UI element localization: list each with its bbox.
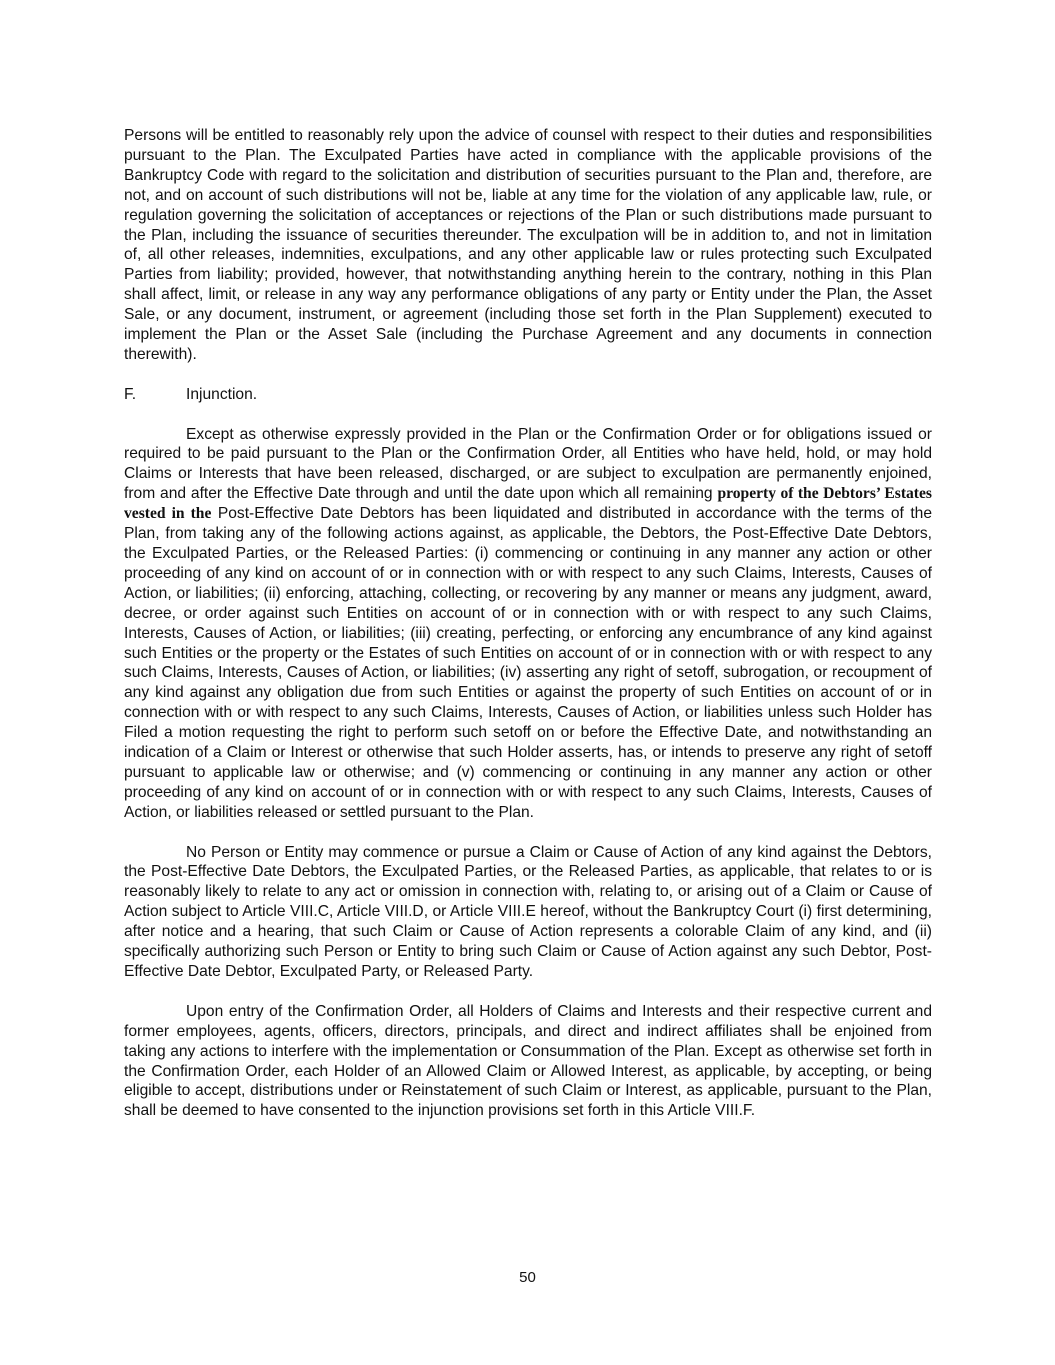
injunction-paragraph-1	[124, 425, 932, 823]
injunction-paragraph-3: Upon entry of the Confirmation Order, all Holders of Claims and Interests and their respective current and former employees, agents, officers, directors, principals, and direct and indirect affiliates shall be enjoined from taking any actions to interfere with the implementation or Consummation of the Plan. Except as otherwise set forth in the Confirmation Order, each Holder of an Allowed Claim or Allowed Interest, as applicable, by accepting, or being eligible to accept, distributions under or Reinstatement of such Claim or Interest, as applicable, pursuant to the Plan, shall be deemed to have consented to the injunction provisions set forth in this Article VIII.F.	[124, 1002, 932, 1120]
injunction-paragraph-1-text-a: Except as otherwise expressly provided in the Plan or the Confirmation Order or for obligations issued or required to be paid pursuant to the Plan or the Confirmation Order, all Entities who have held, hold, or may hold Claims or Interests that have been released, discharged, or are subject to exculpation are permanently enjoined, from and after the Effective Date through and until the date upon which all remaining	[124, 425, 932, 503]
page-number: 50	[519, 1269, 536, 1286]
injunction-paragraph-2: No Person or Entity may commence or pursue a Claim or Cause of Action of any kind against the Debtors, the Post-Effective Date Debtors, the Exculpated Parties, or the Released Parties, as applicable, that relates to or is reasonably likely to relate to any act or omission in connection with, relating to, or arising out of a Claim or Cause of Action subject to Article VIII.C, Article VIII.D, or Article VIII.E hereof, without the Bankruptcy Court (i) first determining, after notice and a hearing, that such Claim or Cause of Action represents a colorable Claim of any kind, and (ii) specifically authorizing such Person or Entity to bring such Claim or Cause of Action against any such Debtor, Post-Effective Date Debtor, Exculpated Party, or Released Party.	[124, 843, 932, 981]
document-body	[124, 126, 932, 1121]
injunction-paragraph-1-text-b: Post-Effective Date Debtors has been liquidated and distributed in accordance with the terms of the Plan, from taking any of the following actions against, as applicable, the Debtors, the Post-Effective Date Debtors, the Exculpated Parties, or the Released Parties: (i) commencing or continuing in any manner any action or other proceeding of any kind on account of or in connection with or with respect to any such Claims, Interests, Causes of Action, or liabilities; (ii) enforcing, attaching, collecting, or recovering by any manner or means any judgment, award, decree, or order against such Entities on account of or in connection with or with respect to any such Claims, Interests, Causes of Action, or liabilities; (iii) creating, perfecting, or enforcing any encumbrance of any kind against such Entities or the property or the Estates of such Entities on account of or in connection with or with respect to any such Claims, Interests, Causes of Action, or liabilities; (iv) asserting any right of setoff, subrogation, or recoupment of any kind against any obligation due from such Entities or against the property of such Entities on account of or in connection with or with respect to any such Claims, Interests, Causes of Action, or liabilities unless such Holder has Filed a motion requesting the right to perform such setoff on or before the Effective Date, and notwithstanding an indication of a Claim or Interest or otherwise that such Holder asserts, has, or intends to preserve any right of setoff pursuant to applicable law or otherwise; and (v) commencing or continuing in any manner any action or other proceeding of any kind on account of or in connection with or with respect to any such Claims, Interests, Causes of Action, or liabilities released or settled pursuant to the Plan.	[124, 505, 932, 821]
section-title: Injunction.	[186, 385, 258, 403]
section-heading	[124, 385, 932, 405]
exculpation-paragraph: Persons will be entitled to reasonably rely upon the advice of counsel with respect to their duties and responsibilities pursuant to the Plan. The Exculpated Parties have acted in compliance with the applicable provisions of the Bankruptcy Code with regard to the solicitation and distribution of securities pursuant to the Plan and, therefore, are not, and on account of such distributions will not be, liable at any time for the violation of any applicable law, rule, or regulation governing the solicitation of acceptances or rejections of the Plan or such distributions made pursuant to the Plan, including the issuance of securities thereunder. The exculpation will be in addition to, and not in limitation of, all other releases, indemnities, exculpations, and any other applicable law or rules protecting such Exculpated Parties from liability; provided, however, that notwithstanding anything herein to the contrary, nothing in this Plan shall affect, limit, or release in any way any performance obligations of any party or Entity under the Plan, the Asset Sale, or any document, instrument, or agreement (including those set forth in the Plan Supplement) executed to implement the Plan or the Asset Sale (including the Purchase Agreement and any documents in connection therewith).	[124, 127, 932, 363]
injunction-paragraph-1-bold-text: property of the Debtors’ Estates vested in the	[124, 485, 932, 523]
section-letter: F.	[124, 385, 137, 403]
